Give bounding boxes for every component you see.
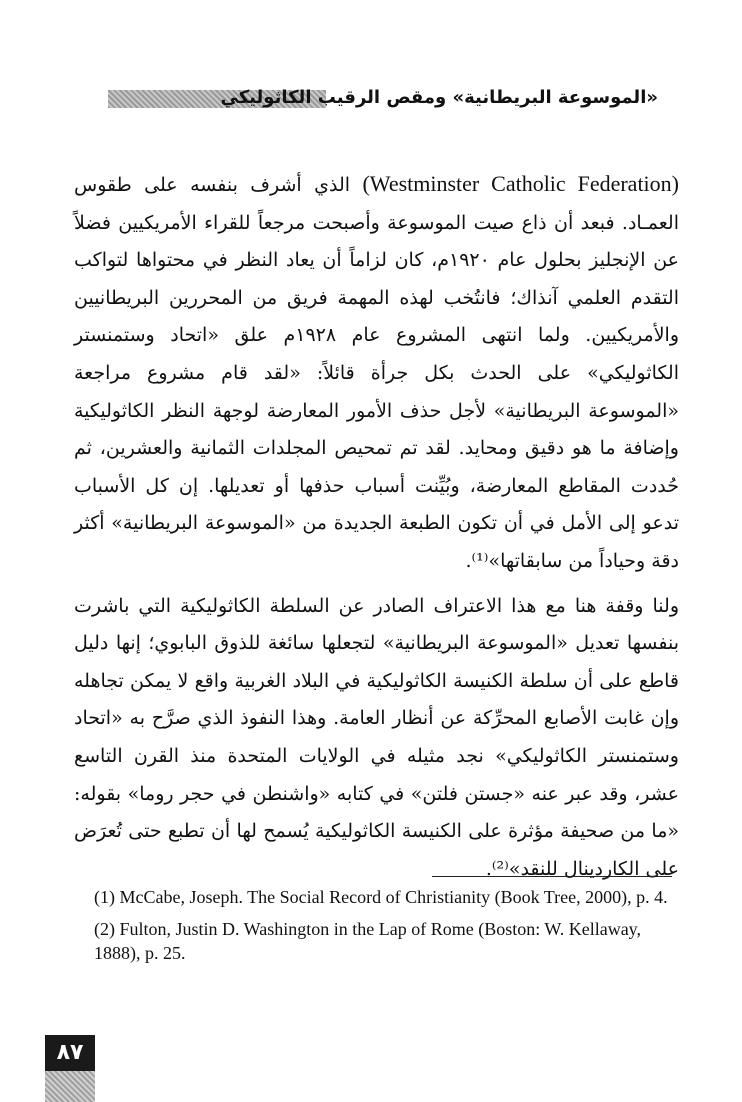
footnotes <box>94 885 669 973</box>
page-number-decorative-strip <box>45 1071 95 1102</box>
page-number: ٨٧ <box>45 1035 95 1071</box>
footnote-1: (1) McCabe, Joseph. The Social Record of Christianity (Book Tree, 2000), p. 4. <box>94 887 668 907</box>
footnote-divider <box>432 876 672 877</box>
paragraph-1 <box>74 165 679 581</box>
running-header <box>100 80 658 118</box>
paragraph-1-rest: الذي أشرف بنفسه على طقوس العمـاد. فبعد أن ذاع صيت الموسوعة وأصبحت مرجعاً للقراء الأمريكيين فضلاً عن الإنجليز بحلول عام ١٩٢٠م، كان لزاماً أن يعاد النظر في محتواها لتواكب التقدم العلمي آنذاك؛ فانتُخب لهذه المهمة فريق من المحررين البريطانيين والأمريكيين. ولما انتهى المشروع عام ١٩٢٨م علق «اتحاد وستمنستر الكاثوليكي» على الحدث بكل جرأة قائلاً: «لقد قام مشروع مراجعة «الموسوعة البريطانية» لأجل حذف الأمور المعارضة لوجهة النظر الكاثوليكية وإضافة ما هو دقيق ومحايد. لقد تم تمحيص المجلدات الثمانية والعشرين، ثم حُددت المقاطع المعارضة، وبُيِّنت أسباب حذفها أو تعديلها. إن كل الأسباب تدعو إلى الأمل في أن تكون الطبعة الجديدة من «الموسوعة البريطانية» أكثر دقة وحياداً من سابقاتها»⁽¹⁾. <box>74 174 679 572</box>
header-title: «الموسوعة البريطانية» ومقص الرقيب الكاثوليكي <box>220 87 658 108</box>
paragraph-2: ولنا وقفة هنا مع هذا الاعتراف الصادر عن السلطة الكاثوليكية التي باشرت بنفسها تعديل «الموسوعة البريطانية» لتجعلها سائغة للذوق البابوي؛ إنها دليل قاطع على أن سلطة الكنيسة الكاثوليكية في البلاد الغربية واقع لا يمكن تجاهله وإن غابت الأصابع المحرِّكة عن أنظار العامة. وهذا النفوذ الذي صرَّح به «اتحاد وستمنستر الكاثوليكي» نجد مثيله في الولايات المتحدة منذ القرن التاسع عشر، وقد عبر عنه «جستن فلتن» في كتابه «واشنطن في حجر روما» بقوله: «ما من صحيفة مؤثرة على الكنيسة الكاثوليكية يُسمح لها أن تطبع حتى تُعرَض على الكاردينال للنقد»⁽²⁾. <box>74 594 679 880</box>
main-text <box>74 165 679 888</box>
paragraph-1-latin: (Westminster Catholic Federation) <box>362 171 679 196</box>
footnote-2: (2) Fulton, Justin D. Washington in the Lap of Rome (Boston: W. Kellaway, 1888), p. 25. <box>94 919 642 963</box>
